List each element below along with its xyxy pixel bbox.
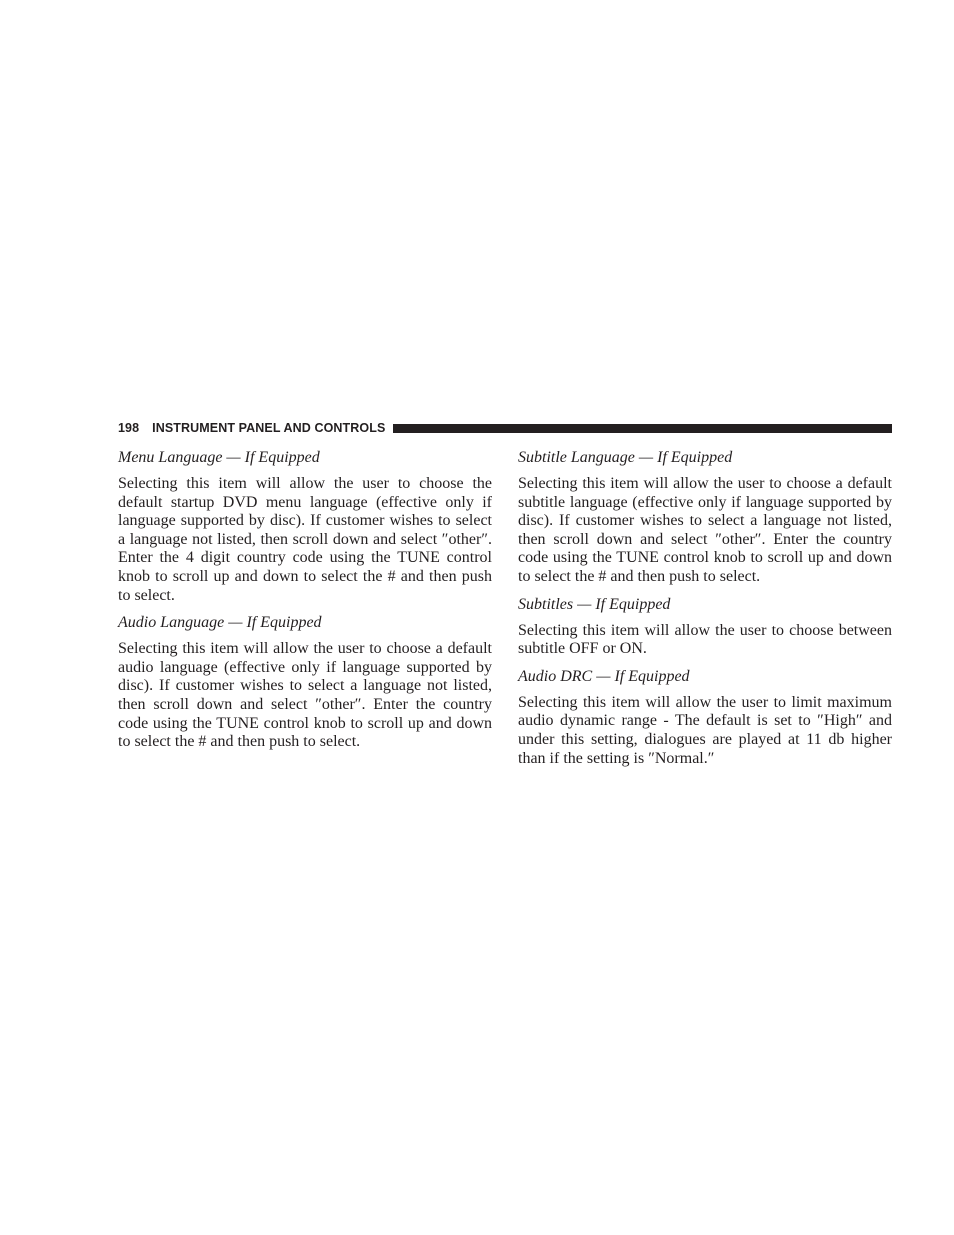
section-body: Selecting this item will allow the user to choose a default subtitle language (effective only if language supported by disc). If customer wishes to select a language not listed, then scroll down and select ″other″. Enter the country code using the TUNE control knob to scroll up and down to select the # and then push to select. — [518, 475, 892, 585]
section-title: INSTRUMENT PANEL AND CONTROLS — [152, 421, 386, 435]
section-audio-language — [118, 612, 492, 752]
section-audio-drc — [518, 666, 892, 768]
section-body: Selecting this item will allow the user to choose a default audio language (effective only if language supported by disc). If customer wishes to select a language not listed, then scroll down and select ″other″. Enter the country code using the TUNE control knob to scroll up and down to select the # and then push to select. — [118, 640, 492, 751]
section-heading: Audio DRC — If Equipped — [518, 667, 690, 685]
section-heading: Audio Language — If Equipped — [118, 614, 322, 632]
section-subtitles — [518, 594, 892, 659]
left-column — [118, 447, 492, 759]
header-rule — [393, 424, 892, 433]
section-heading: Subtitle Language — If Equipped — [518, 449, 733, 466]
section-heading: Menu Language — If Equipped — [118, 449, 320, 466]
right-column — [518, 447, 892, 775]
section-body: Selecting this item will allow the user to limit maximum audio dynamic range - The default is set to ″High″ and under this setting, dialogues are played at 11 db higher than if the setting is ″Normal.″ — [518, 693, 892, 767]
section-body: Selecting this item will allow the user to choose between subtitle OFF or ON. — [518, 621, 892, 658]
page-number: 198 — [118, 421, 140, 435]
section-menu-language — [118, 447, 492, 605]
section-body: Selecting this item will allow the user to choose the default startup DVD menu language (effective only if language supported by disc). If customer wishes to select a language not listed, then scroll down and select ″other″. Enter the 4 digit country code using the TUNE control knob to scroll up and down to select the # and then push to select. — [118, 475, 492, 604]
section-subtitle-language — [518, 447, 892, 587]
page-header — [118, 420, 892, 436]
section-heading: Subtitles — If Equipped — [518, 595, 671, 613]
